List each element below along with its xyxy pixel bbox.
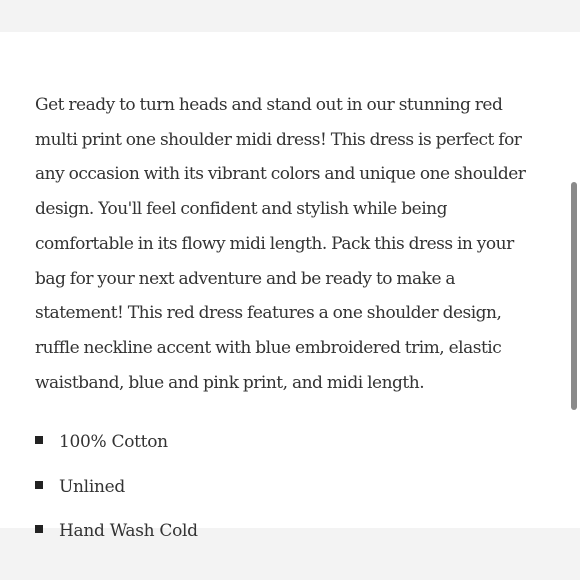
description-panel[interactable] <box>0 32 568 541</box>
list-item <box>35 424 198 469</box>
square-bullet-icon <box>35 481 43 489</box>
list-item <box>35 469 198 514</box>
feature-label: Hand Wash Cold <box>59 521 198 541</box>
square-bullet-icon <box>35 525 43 533</box>
feature-label: Unlined <box>59 476 125 497</box>
product-features-list <box>35 424 198 558</box>
square-bullet-icon <box>35 436 43 444</box>
product-description-text: Get ready to turn heads and stand out in our stunning red multi print one shoulder midi dress! This dress is perfect for any occasion with its vibrant colors and unique one shoulder design. You'll feel confident and stylish while being comfortable in its flowy midi length. Pack this dress in your bag for your next adventure and be ready to make a statement! This red dress features a one shoulder design, ruffle neckline accent with blue embroidered trim, elastic waistband, blue and pink print, and midi length. <box>35 95 526 393</box>
vertical-scrollbar[interactable] <box>568 32 580 528</box>
feature-label: 100% Cotton <box>59 432 168 452</box>
scrollbar-thumb[interactable] <box>571 182 577 410</box>
list-item <box>35 513 198 558</box>
